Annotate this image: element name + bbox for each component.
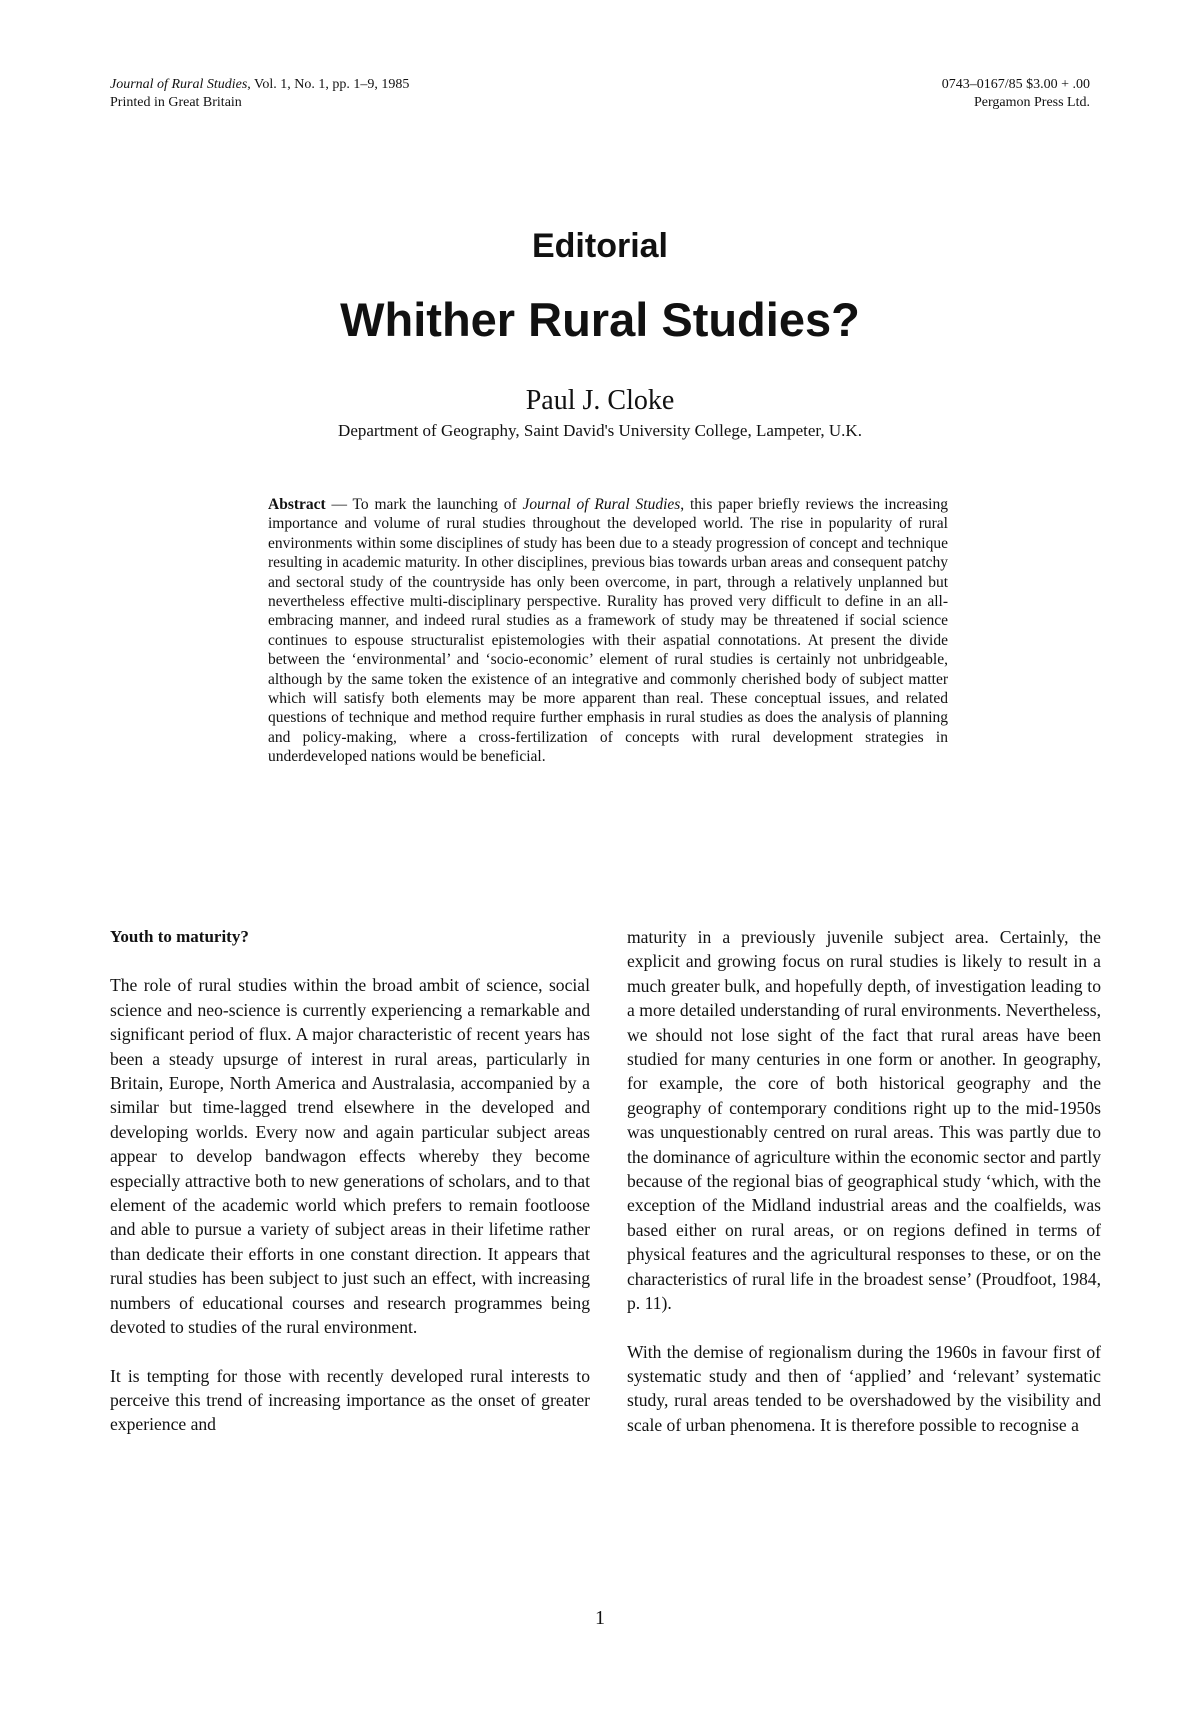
publisher-name: Pergamon Press Ltd. <box>973 95 1090 110</box>
article-kicker: Editorial <box>531 227 669 265</box>
body-column-left <box>110 925 590 1437</box>
body-paragraph: It is tempting for those with recently developed rural interests to perceive this trend of increasing importance as the onset of greater experience and <box>110 1365 590 1435</box>
abstract-text: , this paper briefly reviews the increasing importance and volume of rural studies throughout the developed world. The rise in popularity of rural environments within some disciplines of study has been due to a steady progression of concept and technique resulting in academic maturity. In other disciplines, previous bias towards urban areas and consequent patchy and sectoral study of the countryside has only been overcome, in part, through a relatively unplanned but nevertheless effective multi-disciplinary perspective. Rurality has proved very difficult to define in an all-embracing manner, and indeed rural studies as a framework of study may be threatened if social science continues to espouse structuralist epistemologies with their aspatial connotations. At present the divide between the ‘environmental’ and ‘socio-economic’ element of rural studies is certainly not unbridgeable, although by the same token the existence of an integrative and commonly cherished body of subject matter which will satisfy both elements may be more apparent than real. These conceptual issues, and related questions of technique and method require further emphasis in rural studies as does the analysis of planning and policy-making, where a cross-fertilization of concepts with rural development strategies in underdeveloped nations would be beneficial. <box>268 496 948 766</box>
abstract <box>268 495 948 767</box>
printed-line: Printed in Great Britain <box>110 95 242 110</box>
citation-details: , Vol. 1, No. 1, pp. 1–9, 1985 <box>247 77 410 92</box>
running-header-right <box>942 76 1090 112</box>
body-paragraph: maturity in a previously juvenile subject area. Certainly, the explicit and growing focus on rural studies is likely to result in a much greater bulk, and hopefully depth, of investigation leading to a more detailed understanding of rural environments. Nevertheless, we should not lose sight of the fact that rural areas have been studied for many centuries in one form or another. In geography, for example, the core of both historical geography and the geography of contemporary conditions right up to the mid-1950s was unquestionably centred on rural areas. This was partly due to the dominance of agriculture within the economic sector and partly because of the regional bias of geographical study ‘which, with the exception of the Midland industrial areas and the coalfields, was based either on rural areas, or on regions defined in terms of physical features and the agricultural responses to these, or on the characteristics of rural life in the broadest sense’ (Proudfoot, 1984, p. 11). <box>627 927 1101 1314</box>
abstract-separator: — To mark the launching of <box>325 496 523 513</box>
abstract-journal-ref: Journal of Rural Studies <box>522 496 681 513</box>
section-heading: Youth to maturity? <box>110 927 249 946</box>
price-code: 0743–0167/85 $3.00 + .00 <box>941 77 1090 92</box>
article-title: Whither Rural Studies? <box>340 293 860 346</box>
abstract-label: Abstract <box>268 496 326 513</box>
body-paragraph: With the demise of regionalism during the 1960s in favour first of systematic study and then of ‘applied’ and ‘relevant’ systematic study, rural areas tended to be overshadowed by the visibility and scale of urban phenomena. It is therefore possible to recognise a <box>627 1341 1101 1435</box>
citation-line <box>110 76 409 94</box>
body-paragraph: The role of rural studies within the broad ambit of science, social science and neo-science is currently experiencing a remarkable and significant period of flux. A major characteristic of recent years has been a steady upsurge of interest in rural areas, particularly in Britain, Europe, North America and Australasia, accompanied by a similar but time-lagged trend elsewhere in the developed and developing worlds. Every now and again particular subject areas appear to develop bandwagon effects whereby they become especially attractive both to new generations of scholars, and to that element of the academic world which prefers to remain footloose and able to pursue a variety of subject areas in their lifetime rather than dedicate their efforts in one constant direction. It appears that rural studies has been subject to just such an effect, with increasing numbers of educational courses and research programmes being devoted to studies of the rural environment. <box>110 975 590 1338</box>
page-number: 1 <box>595 1607 605 1629</box>
author-affiliation: Department of Geography, Saint David's University College, Lampeter, U.K. <box>338 421 862 440</box>
running-header-left <box>110 76 409 112</box>
author-name: Paul J. Cloke <box>525 385 675 416</box>
journal-name: Journal of Rural Studies <box>110 77 248 92</box>
body-column-right <box>627 925 1101 1437</box>
